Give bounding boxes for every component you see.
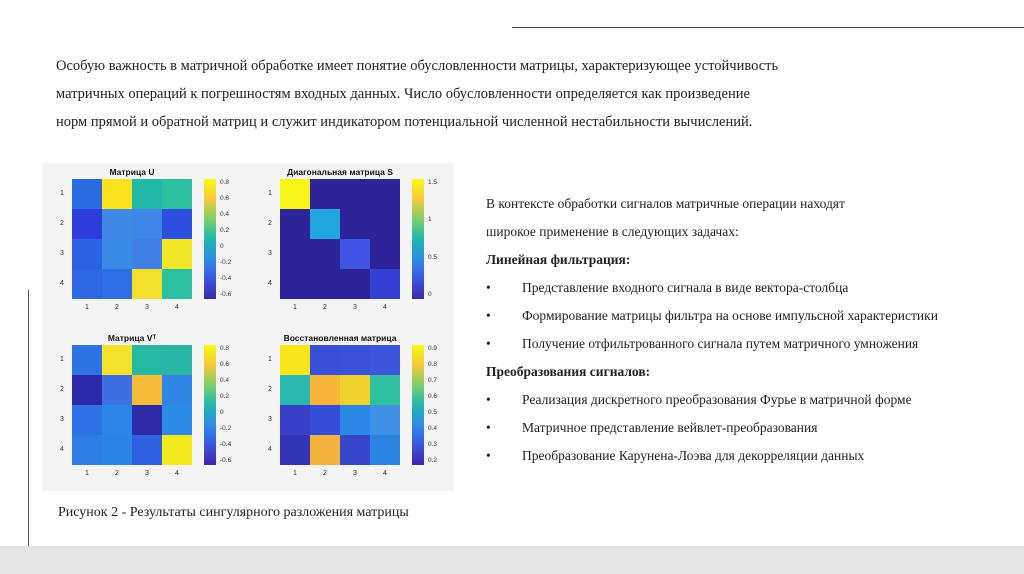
colorbar-tick-label: 0 bbox=[428, 291, 432, 298]
list-item: • Преобразование Карунена-Лоэва для декорреляции данных bbox=[486, 442, 1016, 470]
colorbar-tick-label: 0.8 bbox=[220, 179, 230, 186]
row-tick-label: 4 bbox=[268, 446, 272, 453]
heatmap-cell bbox=[370, 435, 400, 465]
heatmap-cell bbox=[310, 209, 340, 239]
top-divider-line bbox=[512, 27, 1024, 28]
colorbar-tick-label: 0.4 bbox=[220, 211, 230, 218]
heatmap-cell bbox=[280, 405, 310, 435]
panel-title: Диагональная матрица S bbox=[287, 167, 393, 177]
heatmap-cell bbox=[340, 179, 370, 209]
row-tick-label: 4 bbox=[60, 280, 64, 287]
heatmap-cell bbox=[310, 435, 340, 465]
heatmap-cell bbox=[310, 345, 340, 375]
col-tick-label: 3 bbox=[145, 304, 149, 311]
col-tick-label: 4 bbox=[383, 304, 387, 311]
intro-line-2: матричных операций к погрешностям входных данных. Число обусловленности определяется как произведение bbox=[56, 86, 750, 102]
row-tick-label: 3 bbox=[60, 416, 64, 423]
heatmap-cell bbox=[102, 179, 132, 209]
heatmap-cell bbox=[370, 405, 400, 435]
col-tick-label: 1 bbox=[85, 304, 89, 311]
heatmap-cell bbox=[370, 345, 400, 375]
col-tick-label: 3 bbox=[353, 470, 357, 477]
heatmap-cell bbox=[370, 239, 400, 269]
heatmap-cell bbox=[340, 435, 370, 465]
colorbar-tick-label: 0.7 bbox=[428, 377, 438, 384]
applications-intro-line-1: В контексте обработки сигналов матричные операции находят bbox=[486, 196, 845, 211]
panel-matrix-vt bbox=[52, 333, 252, 483]
colorbar-tick-label: 1.5 bbox=[428, 179, 438, 186]
colorbar-tick-label: 0.2 bbox=[220, 227, 230, 234]
heatmap-cell bbox=[72, 179, 102, 209]
row-tick-label: 3 bbox=[60, 250, 64, 257]
colorbar-tick-label: 0.9 bbox=[428, 345, 438, 352]
heatmap-cell bbox=[340, 269, 370, 299]
bullet-icon: • bbox=[486, 308, 491, 323]
bullet-icon: • bbox=[486, 448, 491, 463]
colorbar-tick-label: -0.4 bbox=[220, 275, 232, 282]
heatmap-cell bbox=[280, 435, 310, 465]
row-tick-label: 4 bbox=[268, 280, 272, 287]
colorbar-tick-label: 0.6 bbox=[220, 361, 230, 368]
figure-caption: Рисунок 2 - Результаты сингулярного разложения матрицы bbox=[58, 505, 409, 520]
colorbar bbox=[204, 179, 216, 299]
colorbar-tick-label: 0.6 bbox=[220, 195, 230, 202]
applications-text bbox=[486, 190, 1016, 470]
heatmap-cell bbox=[102, 375, 132, 405]
heatmap-cell bbox=[72, 269, 102, 299]
colorbar bbox=[412, 345, 424, 465]
heatmap-cell bbox=[102, 435, 132, 465]
heatmap-cell bbox=[162, 179, 192, 209]
colorbar-tick-label: 0.2 bbox=[220, 393, 230, 400]
colorbar-tick-label: -0.6 bbox=[220, 457, 232, 464]
colorbar-tick-label: 0.4 bbox=[428, 425, 438, 432]
col-tick-label: 4 bbox=[175, 304, 179, 311]
col-tick-label: 3 bbox=[353, 304, 357, 311]
row-tick-label: 1 bbox=[268, 190, 272, 197]
colorbar-tick-label: 0.3 bbox=[428, 441, 438, 448]
panel-diagonal-matrix-s bbox=[260, 167, 460, 317]
row-tick-label: 3 bbox=[268, 250, 272, 257]
colorbar-tick-label: 0 bbox=[220, 409, 224, 416]
heatmap-grid bbox=[72, 179, 192, 299]
left-divider-line bbox=[28, 290, 29, 574]
col-tick-label: 2 bbox=[323, 470, 327, 477]
heatmap-cell bbox=[340, 239, 370, 269]
list-item: • Представление входного сигнала в виде вектора-столбца bbox=[486, 274, 1016, 302]
heatmap-cell bbox=[162, 435, 192, 465]
bullet-icon: • bbox=[486, 280, 491, 295]
colorbar-tick-label: 0.5 bbox=[428, 409, 438, 416]
heatmap-cell bbox=[132, 269, 162, 299]
row-tick-label: 4 bbox=[60, 446, 64, 453]
colorbar-tick-label: 0.2 bbox=[428, 457, 438, 464]
heatmap-cell bbox=[132, 405, 162, 435]
colorbar bbox=[412, 179, 424, 299]
panel-title: Матрица U bbox=[109, 167, 155, 177]
col-tick-label: 2 bbox=[323, 304, 327, 311]
intro-paragraph bbox=[56, 52, 986, 136]
heatmap-cell bbox=[280, 345, 310, 375]
heatmap-grid bbox=[280, 345, 400, 465]
row-tick-label: 1 bbox=[60, 190, 64, 197]
colorbar-tick-label: 0.8 bbox=[428, 361, 438, 368]
heatmap-cell bbox=[370, 269, 400, 299]
section-linear-filtering-title: Линейная фильтрация: bbox=[486, 252, 631, 267]
colorbar-tick-label: -0.4 bbox=[220, 441, 232, 448]
heatmap-cell bbox=[132, 239, 162, 269]
heatmap-grid bbox=[72, 345, 192, 465]
heatmap-cell bbox=[162, 405, 192, 435]
colorbar-tick-label: 0.5 bbox=[428, 253, 438, 261]
heatmap-cell bbox=[370, 209, 400, 239]
row-tick-label: 3 bbox=[268, 416, 272, 423]
colorbar-tick-label: 1 bbox=[428, 216, 432, 224]
heatmap-cell bbox=[370, 179, 400, 209]
intro-line-3: норм прямой и обратной матриц и служит индикатором потенциальной численной нестабильности вычислений. bbox=[56, 114, 753, 130]
heatmap-cell bbox=[280, 239, 310, 269]
panel-reconstructed-matrix bbox=[260, 333, 460, 483]
applications-intro-line-2: широкое применение в следующих задачах: bbox=[486, 224, 739, 239]
heatmap-cell bbox=[102, 405, 132, 435]
heatmap-cell bbox=[162, 269, 192, 299]
heatmap-cell bbox=[72, 435, 102, 465]
heatmap-cell bbox=[72, 239, 102, 269]
heatmap-cell bbox=[162, 375, 192, 405]
heatmap-cell bbox=[72, 209, 102, 239]
bullet-icon: • bbox=[486, 336, 491, 351]
colorbar-tick-label: -0.2 bbox=[220, 259, 232, 266]
heatmap-cell bbox=[280, 375, 310, 405]
list-item: • Матричное представление вейвлет-преобразования bbox=[486, 414, 1016, 442]
col-tick-label: 1 bbox=[85, 470, 89, 477]
heatmap-cell bbox=[162, 345, 192, 375]
heatmap-cell bbox=[280, 209, 310, 239]
heatmap-cell bbox=[340, 405, 370, 435]
heatmap-cell bbox=[340, 209, 370, 239]
colorbar-tick-label: 0.6 bbox=[428, 393, 438, 400]
row-tick-label: 1 bbox=[60, 356, 64, 363]
heatmap-cell bbox=[310, 405, 340, 435]
bottom-band bbox=[0, 546, 1024, 574]
colorbar-tick-label: -0.2 bbox=[220, 425, 232, 432]
heatmap-cell bbox=[132, 435, 162, 465]
heatmap-cell bbox=[72, 405, 102, 435]
heatmap-cell bbox=[162, 209, 192, 239]
list-item: • Формирование матрицы фильтра на основе импульсной характеристики bbox=[486, 302, 1016, 330]
colorbar-tick-label: 0.8 bbox=[220, 345, 230, 352]
row-tick-label: 2 bbox=[268, 386, 272, 393]
heatmap-cell bbox=[102, 269, 132, 299]
row-tick-label: 1 bbox=[268, 356, 272, 363]
col-tick-label: 2 bbox=[115, 470, 119, 477]
bullet-icon: • bbox=[486, 392, 491, 407]
col-tick-label: 1 bbox=[293, 304, 297, 311]
heatmap-cell bbox=[162, 239, 192, 269]
colorbar-tick-label: 0.4 bbox=[220, 377, 230, 384]
row-tick-label: 2 bbox=[268, 220, 272, 227]
panel-title: Матрица Vᵀ bbox=[107, 333, 157, 343]
heatmap-cell bbox=[310, 375, 340, 405]
colorbar bbox=[204, 345, 216, 465]
svd-figure bbox=[42, 163, 454, 491]
col-tick-label: 1 bbox=[293, 470, 297, 477]
heatmap-grid bbox=[280, 179, 400, 299]
panel-matrix-u bbox=[52, 167, 252, 317]
list-item: • Получение отфильтрованного сигнала путем матричного умножения bbox=[486, 330, 1016, 358]
colorbar-tick-label: -0.6 bbox=[220, 291, 232, 298]
colorbar-tick-label: 0 bbox=[220, 243, 224, 250]
bullet-icon: • bbox=[486, 420, 491, 435]
row-tick-label: 2 bbox=[60, 220, 64, 227]
heatmap-cell bbox=[72, 375, 102, 405]
heatmap-cell bbox=[72, 345, 102, 375]
heatmap-cell bbox=[102, 209, 132, 239]
heatmap-cell bbox=[132, 375, 162, 405]
intro-line-1: Особую важность в матричной обработке имеет понятие обусловленности матрицы, характеризующее устойчивость bbox=[56, 58, 779, 74]
list-item: • Реализация дискретного преобразования Фурье в матричной форме bbox=[486, 386, 1016, 414]
heatmap-cell bbox=[132, 209, 162, 239]
panel-title: Восстановленная матрица bbox=[283, 333, 397, 343]
heatmap-cell bbox=[340, 375, 370, 405]
col-tick-label: 2 bbox=[115, 304, 119, 311]
heatmap-cell bbox=[132, 345, 162, 375]
heatmap-cell bbox=[310, 179, 340, 209]
heatmap-cell bbox=[310, 269, 340, 299]
heatmap-cell bbox=[340, 345, 370, 375]
heatmap-cell bbox=[132, 179, 162, 209]
col-tick-label: 4 bbox=[175, 470, 179, 477]
heatmap-cell bbox=[370, 375, 400, 405]
section-signal-transforms-title: Преобразования сигналов: bbox=[486, 364, 651, 379]
row-tick-label: 2 bbox=[60, 386, 64, 393]
heatmap-cell bbox=[102, 239, 132, 269]
heatmap-cell bbox=[310, 239, 340, 269]
heatmap-cell bbox=[280, 179, 310, 209]
heatmap-cell bbox=[102, 345, 132, 375]
col-tick-label: 3 bbox=[145, 470, 149, 477]
heatmap-cell bbox=[280, 269, 310, 299]
col-tick-label: 4 bbox=[383, 470, 387, 477]
